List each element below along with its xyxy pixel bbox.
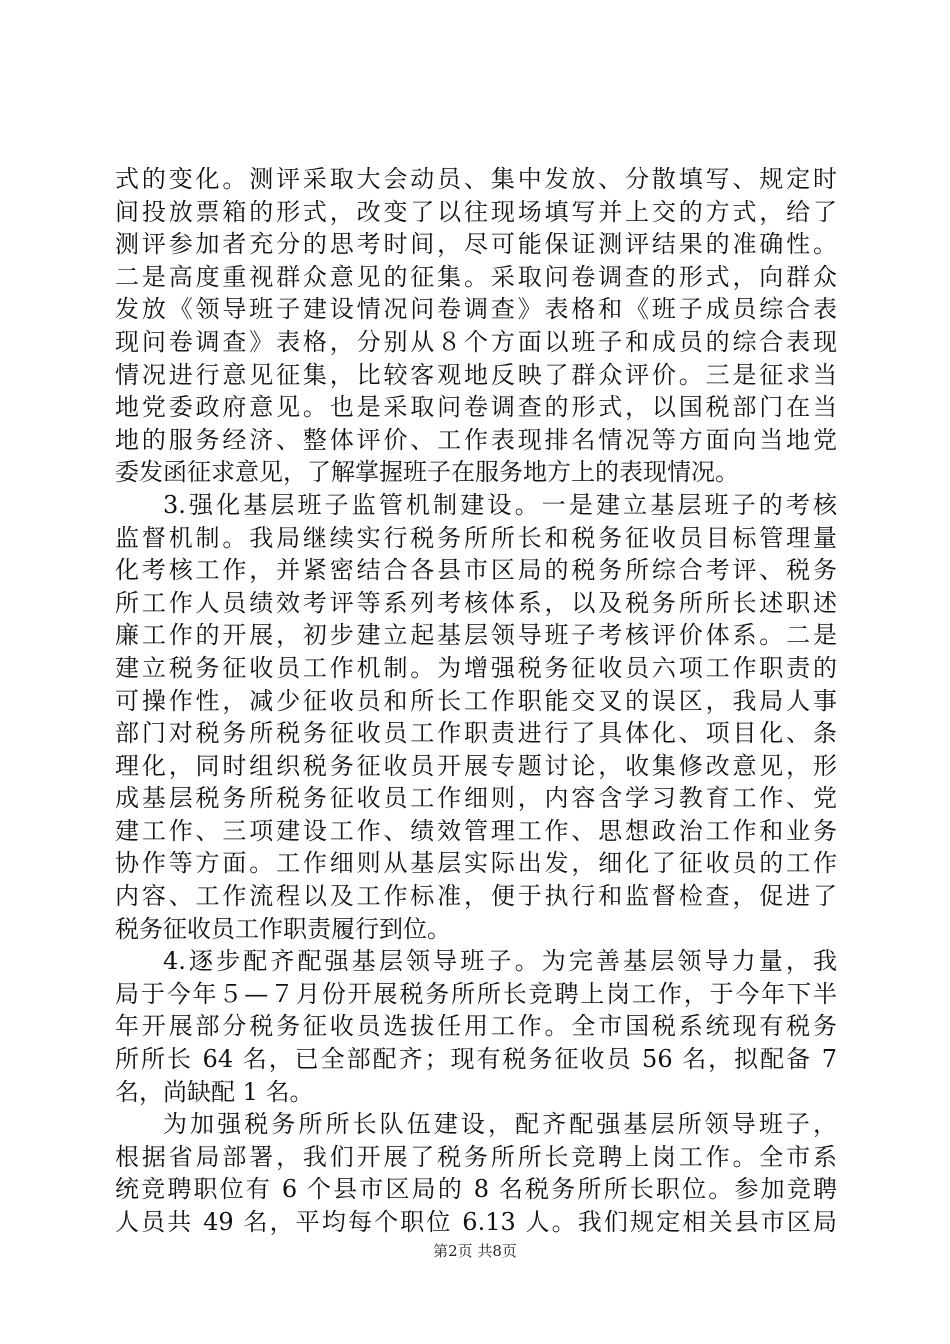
section-heading-line: 3.强化基层班子监管机制建设。一是建立基层班子的考核 <box>163 490 837 519</box>
text-line: 人员共 49 名，平均每个职位 6.13 人。我们规定相关县市区局 <box>115 1208 837 1236</box>
text-line: 监督机制。我局继续实行税务所所长和税务征收员目标管理量 <box>115 523 837 552</box>
text-line: 式的变化。测评采取大会动员、集中发放、分散填写、规定时 <box>115 165 837 193</box>
text-line: 廉工作的开展，初步建立起基层领导班子考核评价体系。二是 <box>115 621 837 650</box>
section-heading-line: 4.逐步配齐配强基层领导班子。为完善基层领导力量，我 <box>163 947 837 976</box>
document-body <box>115 163 837 1239</box>
text-line: 理化，同时组织税务征收员开展专题讨论，收集修改意见，形 <box>115 751 837 780</box>
text-line: 局于今年５—７月份开展税务所所长竞聘上岗工作，于今年下半 <box>115 979 837 1008</box>
page-number-footer: 第2页 共8页 <box>433 1242 517 1260</box>
text-line: 化考核工作，并紧密结合各县市区局的税务所综合考评、税务 <box>115 556 837 585</box>
text-line: 可操作性，减少征收员和所长工作职能交叉的误区，我局人事 <box>115 686 837 715</box>
text-line: 税务征收员工作职责履行到位。 <box>115 914 451 943</box>
text-line: 建立税务征收员工作机制。为增强税务征收员六项工作职责的 <box>115 653 837 682</box>
text-line: 地党委政府意见。也是采取问卷调查的形式，以国税部门在当 <box>115 393 837 422</box>
text-line: 现问卷调查》表格，分别从８个方面以班子和成员的综合表现 <box>115 327 837 356</box>
text-line: 成基层税务所税务征收员工作细则，内容含学习教育工作、党 <box>115 784 837 813</box>
text-line: 委发函征求意见，了解掌握班子在服务地方上的表现情况。 <box>115 458 739 487</box>
text-line: 根据省局部署，我们开展了税务所所长竞聘上岗工作。全市系 <box>115 1142 837 1171</box>
text-line: 间投放票箱的形式，改变了以往现场填写并上交的方式，给了 <box>115 197 837 226</box>
text-line: 统竞聘职位有 6 个县市区局的 8 名税务所所长职位。参加竞聘 <box>115 1175 837 1204</box>
text-line: 测评参加者充分的思考时间，尽可能保证测评结果的准确性。 <box>115 230 837 259</box>
text-line: 名，尚缺配 1 名。 <box>115 1077 314 1106</box>
text-line: 发放《领导班子建设情况问卷调查》表格和《班子成员综合表 <box>115 295 837 324</box>
text-line: 部门对税务所税务征收员工作职责进行了具体化、项目化、条 <box>115 719 837 748</box>
text-line: 协作等方面。工作细则从基层实际出发，细化了征收员的工作 <box>115 849 837 878</box>
text-line: 地的服务经济、整体评价、工作表现排名情况等方面向当地党 <box>115 425 837 454</box>
text-line: 年开展部分税务征收员选拔任用工作。全市国税系统现有税务 <box>115 1012 837 1041</box>
paragraph-start-line: 为加强税务所所长队伍建设，配齐配强基层所领导班子， <box>163 1110 837 1139</box>
text-line: 建工作、三项建设工作、绩效管理工作、思想政治工作和业务 <box>115 816 837 845</box>
text-line: 内容、工作流程以及工作标准，便于执行和监督检查，促进了 <box>115 882 837 911</box>
text-line: 所所长 64 名，已全部配齐；现有税务征收员 56 名，拟配备 7 <box>115 1045 837 1074</box>
text-line: 二是高度重视群众意见的征集。采取问卷调查的形式，向群众 <box>115 262 837 291</box>
text-line: 所工作人员绩效考评等系列考核体系，以及税务所所长述职述 <box>115 588 837 617</box>
text-line: 情况进行意见征集，比较客观地反映了群众评价。三是征求当 <box>115 360 837 389</box>
